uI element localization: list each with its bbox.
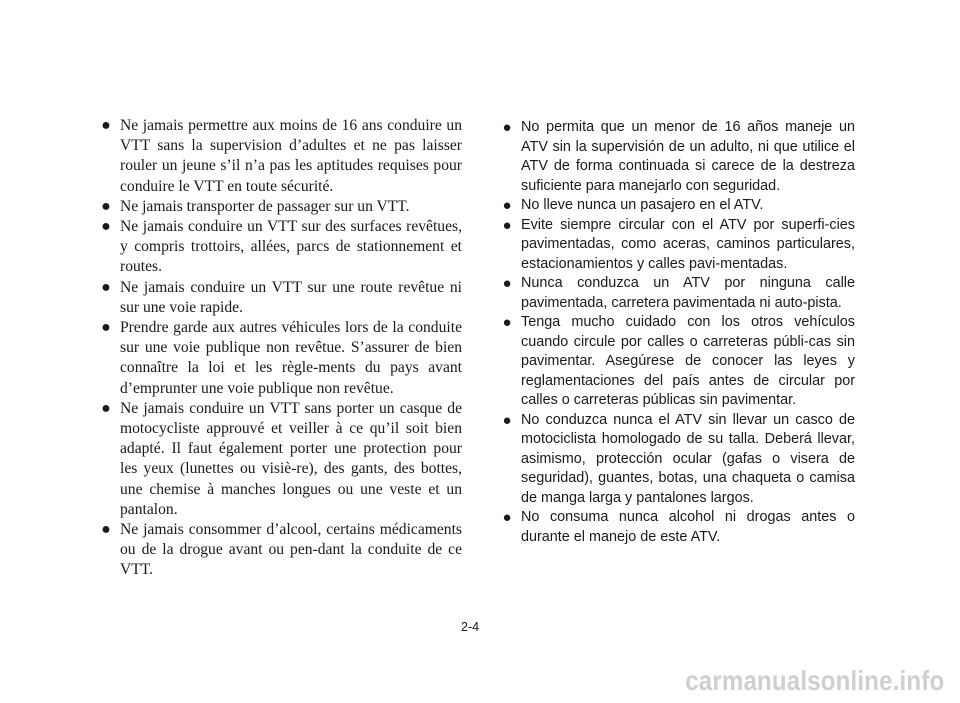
list-item-text: Ne jamais conduire un VTT sur une route revêtue ni sur une voie rapide. [120, 278, 462, 316]
list-item-text: Nunca conduzca un ATV por ninguna calle pavimentada, carretera pavimentada ni auto-pista. [521, 275, 855, 311]
list-item [497, 313, 855, 411]
bullet-icon: ● [101, 197, 111, 215]
bullet-icon: ● [502, 509, 512, 526]
list-item-text: Ne jamais transporter de passager sur un VTT. [120, 197, 410, 215]
list-item-text: Ne jamais conduire un VTT sur des surfaces revêtues, y compris trottoirs, allées, parcs de stationnement et routes. [120, 218, 462, 276]
bullet-icon: ● [101, 278, 111, 296]
list-item [96, 520, 462, 581]
french-safety-list [96, 116, 462, 581]
watermark: carmanualsonline.info [684, 665, 944, 696]
list-item-text: Prendre garde aux autres véhicules lors de la conduite sur une voie publique non revêtue. S’assurer de bien connaître la loi et les règle-ments du pays avant d’emprunter une voie publique non revêtue. [120, 319, 462, 397]
list-item-text: No lleve nunca un pasajero en el ATV. [521, 197, 764, 213]
bullet-icon: ● [502, 411, 512, 429]
bullet-icon: ● [101, 319, 111, 337]
bullet-icon: ● [502, 275, 512, 292]
list-item [497, 274, 855, 313]
list-item-text: No permita que un menor de 16 años maneje un ATV sin la supervisión de un adulto, ni que utilice el ATV de forma continuada si carece de la destreza suficiente para manejarlo con seguridad. [521, 119, 855, 194]
list-item [96, 278, 462, 318]
page-number: 2-4 [461, 620, 480, 634]
list-item-text: Tenga mucho cuidado con los otros vehículos cuando circule por calles o carreteras públi-cas sin pavimentar. Asegúrese de conocer las leyes y reglamentaciones del país antes de circular por calles o carreteras públicas sin pavimentar. [521, 314, 855, 408]
list-item-text: Evite siempre circular con el ATV por superfi-cies pavimentadas, como aceras, caminos particulares, estacionamientos y calles pavi-mentadas. [521, 216, 855, 272]
french-column [96, 116, 462, 581]
list-item [96, 197, 462, 217]
bullet-icon: ● [502, 314, 512, 331]
bullet-icon: ● [502, 197, 512, 214]
bullet-icon: ● [101, 117, 111, 134]
list-item [497, 216, 855, 275]
list-item [96, 116, 462, 197]
spanish-safety-list [497, 118, 855, 547]
list-item-text: No consuma nunca alcohol ni drogas antes o durante el manejo de este ATV. [521, 509, 855, 545]
list-item [96, 217, 462, 278]
list-item [497, 508, 855, 547]
list-item [497, 411, 855, 509]
list-item-text: Ne jamais consommer d’alcool, certains médicaments ou de la drogue avant ou pen-dant la conduite de ce VTT. [120, 521, 462, 579]
list-item-text: Ne jamais permettre aux moins de 16 ans conduire un VTT sans la supervision d’adultes et ne pas laisser rouler un jeune s’il n’a pas les aptitudes requises pour conduire le VTT en toute sécurité. [120, 117, 462, 195]
bullet-icon: ● [502, 216, 512, 234]
bullet-icon: ● [101, 399, 111, 417]
list-item [96, 318, 462, 399]
list-item-text: Ne jamais conduire un VTT sans porter un casque de motocycliste approuvé et veiller à ce qu’il soit bien adapté. Il faut également porter une protection pour les yeux (lunettes ou visiè-re), des gants, des bottes, une chemise à manches longues ou une veste et un pantalon. [120, 399, 462, 518]
list-item-text: No conduzca nunca el ATV sin llevar un casco de motociclista homologado de su talla. Deberá llevar, asimismo, protección ocular (gafas o visera de seguridad), guantes, botas, una chaqueta o camisa de manga larga y pantalones largos. [521, 411, 855, 506]
spanish-column [497, 118, 855, 547]
list-item [497, 118, 855, 196]
bullet-icon: ● [101, 521, 111, 539]
list-item [96, 399, 462, 520]
list-item [497, 196, 855, 216]
bullet-icon: ● [101, 218, 111, 236]
bullet-icon: ● [502, 119, 512, 136]
